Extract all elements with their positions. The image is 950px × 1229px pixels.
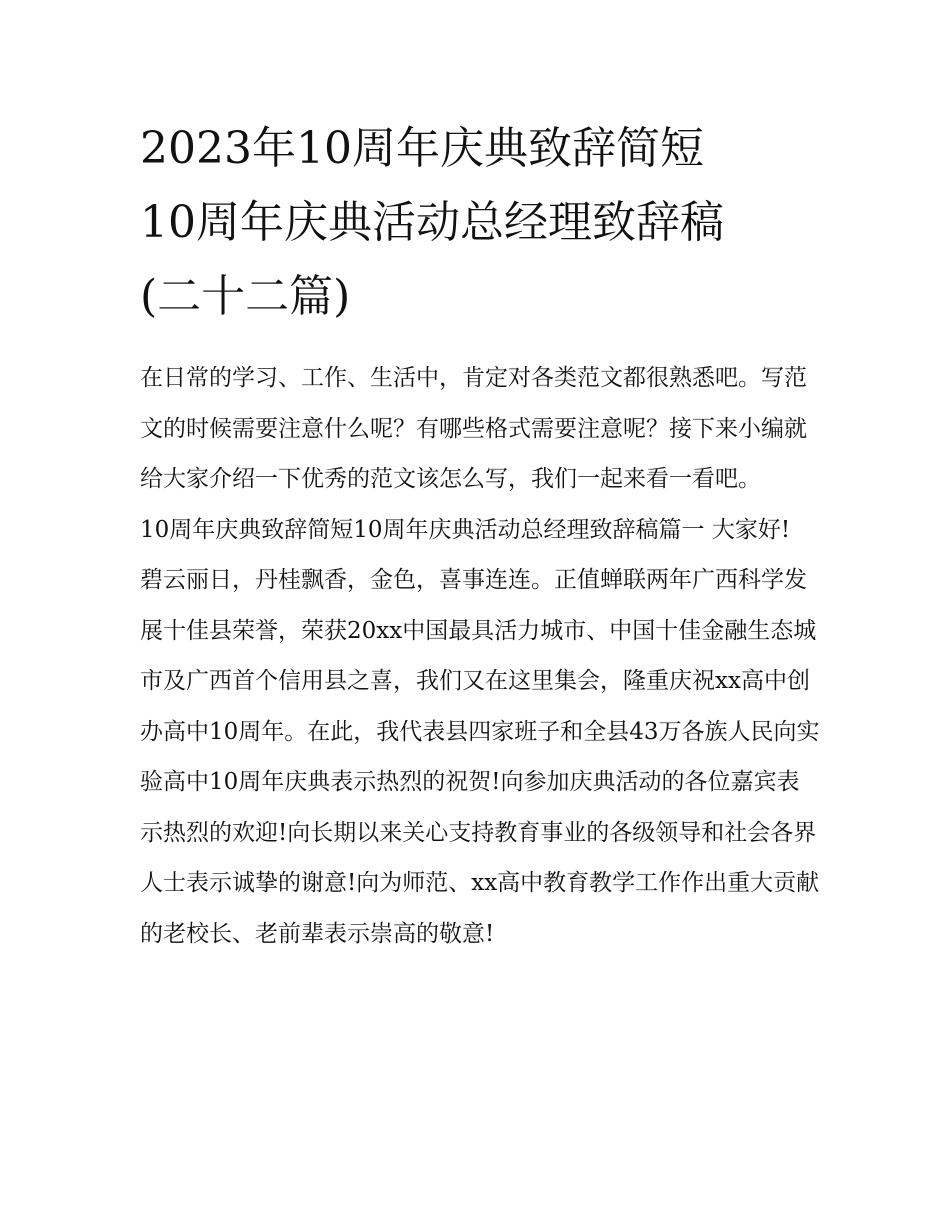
paragraph-heading: 10周年庆典致辞简短10周年庆典活动总经理致辞稿篇一 大家好! xyxy=(140,516,791,543)
title-line-1: 2023年10周年庆典致辞简短 xyxy=(140,123,704,174)
title-line-2: 10周年庆典活动总经理致辞稿 xyxy=(140,197,724,248)
document-title xyxy=(140,112,840,334)
title-line-3: (二十二篇) xyxy=(140,271,351,322)
document-body xyxy=(140,353,820,959)
paragraph-intro: 在日常的学习、工作、生活中，肯定对各类范文都很熟悉吧。写范文的时候需要注意什么呢？有哪些格式需要注意呢？接下来小编就给大家介绍一下优秀的范文该怎么写，我们一起来看一看吧。 xyxy=(140,365,807,492)
paragraph-speech: 碧云丽日，丹桂飘香，金色，喜事连连。正值蝉联两年广西科学发展十佳县荣誉，荣获20xx中国最具活力城市、中国十佳金融生态城市及广西首个信用县之喜，我们又在这里集会，隆重庆祝xx高中创办高中10周年。在此，我代表县四家班子和全县43万各族人民向实验高中10周年庆典表示热烈的祝贺!向参加庆典活动的各位嘉宾表示热烈的欢迎!向长期以来关心支持教育事业的各级领导和社会各界人士表示诚挚的谢意!向为师范、xx高中教育教学工作作出重大贡献的老校长、老前辈表示崇高的敬意! xyxy=(140,567,820,947)
